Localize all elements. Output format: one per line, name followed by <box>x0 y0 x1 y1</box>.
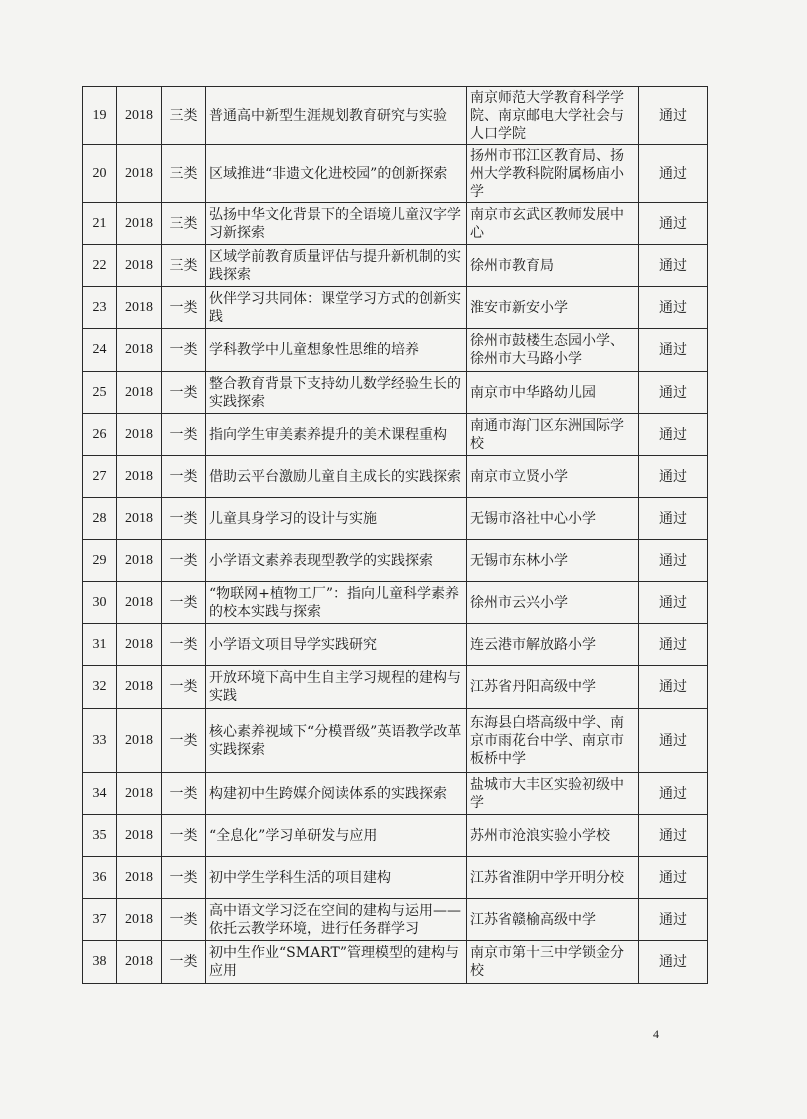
table-row <box>83 857 708 899</box>
row-year: 2018 <box>117 709 162 773</box>
row-number: 38 <box>83 941 117 984</box>
row-title: 儿童具身学习的设计与实施 <box>206 498 467 540</box>
row-result: 通过 <box>639 941 708 984</box>
row-category: 一类 <box>162 899 206 941</box>
row-title: 区域推进“非遗文化进校园”的创新探索 <box>206 145 467 203</box>
row-number: 35 <box>83 815 117 857</box>
row-number: 21 <box>83 203 117 245</box>
row-title: “物联网+植物工厂”：指向儿童科学素养的校本实践与探索 <box>206 582 467 624</box>
row-title: 初中学生学科生活的项目建构 <box>206 857 467 899</box>
row-year: 2018 <box>117 203 162 245</box>
row-year: 2018 <box>117 941 162 984</box>
row-title: 开放环境下高中生自主学习规程的建构与实践 <box>206 666 467 709</box>
row-result: 通过 <box>639 815 708 857</box>
row-result: 通过 <box>639 582 708 624</box>
row-result: 通过 <box>639 773 708 815</box>
row-number: 28 <box>83 498 117 540</box>
row-year: 2018 <box>117 456 162 498</box>
row-title: 学科教学中儿童想象性思维的培养 <box>206 329 467 372</box>
row-category: 三类 <box>162 245 206 287</box>
row-category: 一类 <box>162 624 206 666</box>
page-number: 4 <box>653 1027 659 1041</box>
row-year: 2018 <box>117 815 162 857</box>
row-number: 33 <box>83 709 117 773</box>
row-category: 一类 <box>162 498 206 540</box>
row-result: 通过 <box>639 145 708 203</box>
table-row <box>83 372 708 414</box>
row-result: 通过 <box>639 857 708 899</box>
row-title: 高中语文学习泛在空间的建构与运用——依托云教学环境，进行任务群学习 <box>206 899 467 941</box>
row-year: 2018 <box>117 666 162 709</box>
row-unit: 南京市第十三中学锁金分校 <box>467 941 639 984</box>
row-number: 30 <box>83 582 117 624</box>
row-title: 小学语文素养表现型教学的实践探索 <box>206 540 467 582</box>
row-result: 通过 <box>639 287 708 329</box>
row-number: 27 <box>83 456 117 498</box>
row-title: 小学语文项目导学实践研究 <box>206 624 467 666</box>
row-title: 初中生作业“SMART”管理模型的建构与应用 <box>206 941 467 984</box>
row-year: 2018 <box>117 87 162 145</box>
row-title: 构建初中生跨媒介阅读体系的实践探索 <box>206 773 467 815</box>
row-unit: 盐城市大丰区实验初级中学 <box>467 773 639 815</box>
row-result: 通过 <box>639 372 708 414</box>
table-row <box>83 287 708 329</box>
row-category: 一类 <box>162 857 206 899</box>
row-title: 核心素养视域下“分模晋级”英语教学改革实践探索 <box>206 709 467 773</box>
row-number: 29 <box>83 540 117 582</box>
row-category: 三类 <box>162 203 206 245</box>
table-row <box>83 899 708 941</box>
table-row <box>83 709 708 773</box>
row-result: 通过 <box>639 498 708 540</box>
table-row <box>83 245 708 287</box>
table-row <box>83 666 708 709</box>
row-category: 一类 <box>162 329 206 372</box>
row-unit: 扬州市邗江区教育局、扬州大学教科院附属杨庙小学 <box>467 145 639 203</box>
row-year: 2018 <box>117 414 162 456</box>
table-row <box>83 773 708 815</box>
row-unit: 东海县白塔高级中学、南京市雨花台中学、南京市板桥中学 <box>467 709 639 773</box>
row-result: 通过 <box>639 899 708 941</box>
results-table <box>82 86 708 984</box>
row-unit: 南京市玄武区教师发展中心 <box>467 203 639 245</box>
row-year: 2018 <box>117 582 162 624</box>
row-category: 一类 <box>162 815 206 857</box>
row-result: 通过 <box>639 666 708 709</box>
row-title: 指向学生审美素养提升的美术课程重构 <box>206 414 467 456</box>
row-unit: 南京师范大学教育科学学院、南京邮电大学社会与人口学院 <box>467 87 639 145</box>
row-unit: 江苏省赣榆高级中学 <box>467 899 639 941</box>
table-row <box>83 203 708 245</box>
row-number: 23 <box>83 287 117 329</box>
row-category: 一类 <box>162 709 206 773</box>
table-row <box>83 329 708 372</box>
row-title: 整合教育背景下支持幼儿数学经验生长的实践探索 <box>206 372 467 414</box>
row-result: 通过 <box>639 203 708 245</box>
row-unit: 徐州市云兴小学 <box>467 582 639 624</box>
row-result: 通过 <box>639 456 708 498</box>
row-category: 一类 <box>162 540 206 582</box>
row-year: 2018 <box>117 540 162 582</box>
row-unit: 南通市海门区东洲国际学校 <box>467 414 639 456</box>
row-number: 32 <box>83 666 117 709</box>
row-title: 伙伴学习共同体：课堂学习方式的创新实践 <box>206 287 467 329</box>
table-row <box>83 582 708 624</box>
row-category: 一类 <box>162 773 206 815</box>
row-year: 2018 <box>117 245 162 287</box>
row-unit: 连云港市解放路小学 <box>467 624 639 666</box>
table-row <box>83 145 708 203</box>
row-unit: 徐州市鼓楼生态园小学、徐州市大马路小学 <box>467 329 639 372</box>
row-number: 31 <box>83 624 117 666</box>
table-row <box>83 624 708 666</box>
row-unit: 南京市中华路幼儿园 <box>467 372 639 414</box>
row-number: 34 <box>83 773 117 815</box>
row-unit: 徐州市教育局 <box>467 245 639 287</box>
row-number: 24 <box>83 329 117 372</box>
row-category: 一类 <box>162 414 206 456</box>
row-title: 借助云平台激励儿童自主成长的实践探索 <box>206 456 467 498</box>
row-number: 20 <box>83 145 117 203</box>
table-row <box>83 941 708 984</box>
row-category: 一类 <box>162 287 206 329</box>
table-row <box>83 498 708 540</box>
row-result: 通过 <box>639 329 708 372</box>
row-result: 通过 <box>639 245 708 287</box>
row-category: 一类 <box>162 372 206 414</box>
row-category: 一类 <box>162 582 206 624</box>
row-title: 区域学前教育质量评估与提升新机制的实践探索 <box>206 245 467 287</box>
row-year: 2018 <box>117 773 162 815</box>
row-unit: 淮安市新安小学 <box>467 287 639 329</box>
row-result: 通过 <box>639 87 708 145</box>
row-number: 36 <box>83 857 117 899</box>
row-number: 26 <box>83 414 117 456</box>
results-table-body <box>83 87 708 984</box>
row-year: 2018 <box>117 857 162 899</box>
table-row <box>83 87 708 145</box>
row-unit: 苏州市沧浪实验小学校 <box>467 815 639 857</box>
row-year: 2018 <box>117 498 162 540</box>
row-year: 2018 <box>117 899 162 941</box>
table-row <box>83 815 708 857</box>
row-year: 2018 <box>117 372 162 414</box>
row-number: 22 <box>83 245 117 287</box>
row-year: 2018 <box>117 287 162 329</box>
row-year: 2018 <box>117 329 162 372</box>
table-row <box>83 456 708 498</box>
row-number: 37 <box>83 899 117 941</box>
row-year: 2018 <box>117 624 162 666</box>
row-title: 普通高中新型生涯规划教育研究与实验 <box>206 87 467 145</box>
row-unit: 无锡市洛社中心小学 <box>467 498 639 540</box>
row-category: 一类 <box>162 666 206 709</box>
row-result: 通过 <box>639 709 708 773</box>
table-row <box>83 540 708 582</box>
row-number: 19 <box>83 87 117 145</box>
row-title: 弘扬中华文化背景下的全语境儿童汉字学习新探索 <box>206 203 467 245</box>
row-number: 25 <box>83 372 117 414</box>
row-unit: 江苏省丹阳高级中学 <box>467 666 639 709</box>
row-result: 通过 <box>639 624 708 666</box>
row-category: 三类 <box>162 87 206 145</box>
row-year: 2018 <box>117 145 162 203</box>
row-result: 通过 <box>639 414 708 456</box>
row-unit: 南京市立贤小学 <box>467 456 639 498</box>
row-result: 通过 <box>639 540 708 582</box>
row-category: 一类 <box>162 456 206 498</box>
row-unit: 无锡市东林小学 <box>467 540 639 582</box>
row-category: 三类 <box>162 145 206 203</box>
row-title: “全息化”学习单研发与应用 <box>206 815 467 857</box>
row-unit: 江苏省淮阴中学开明分校 <box>467 857 639 899</box>
table-row <box>83 414 708 456</box>
row-category: 一类 <box>162 941 206 984</box>
